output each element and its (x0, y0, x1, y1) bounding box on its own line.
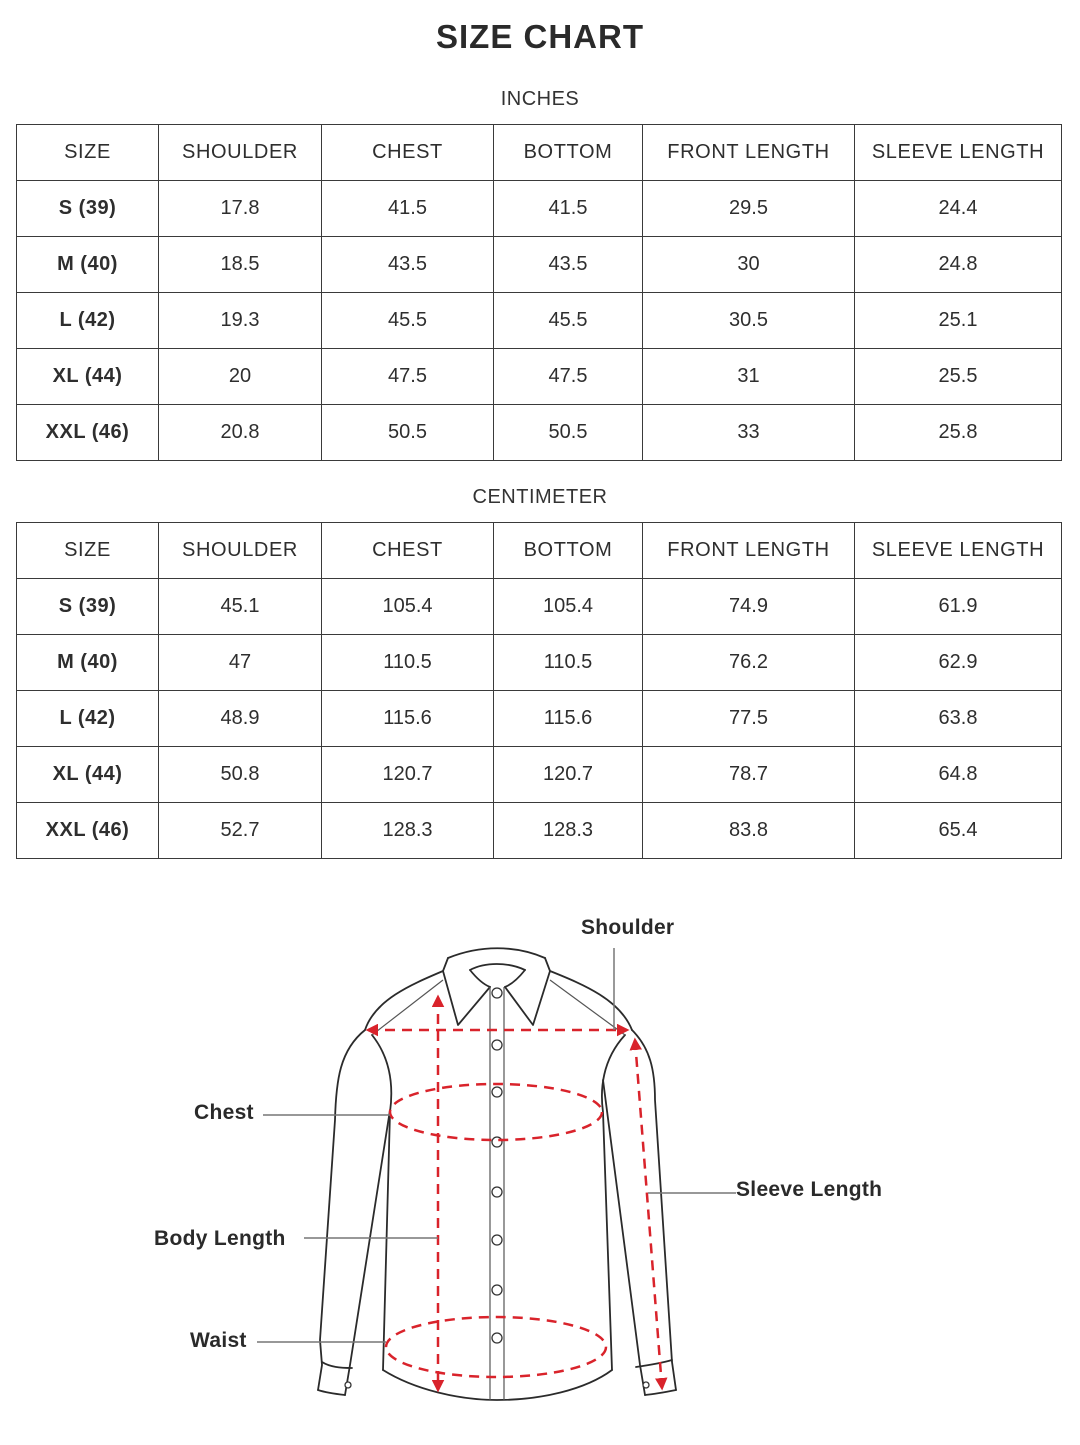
size-cell: L (42) (17, 691, 159, 747)
shoulder-cell: 45.1 (159, 579, 322, 635)
header-bottom: BOTTOM (494, 523, 643, 579)
chest-cell: 128.3 (322, 803, 494, 859)
sleeve-length-cell: 25.5 (855, 349, 1062, 405)
shoulder-cell: 48.9 (159, 691, 322, 747)
table-row (17, 803, 1062, 859)
front-length-cell: 30 (643, 237, 855, 293)
front-length-cell: 77.5 (643, 691, 855, 747)
table-row (17, 349, 1062, 405)
front-length-cell: 31 (643, 349, 855, 405)
front-length-cell: 76.2 (643, 635, 855, 691)
size-cell: S (39) (17, 181, 159, 237)
table-header-row (17, 125, 1062, 181)
front-length-cell: 29.5 (643, 181, 855, 237)
inches-size-table (16, 124, 1062, 461)
header-chest: CHEST (322, 125, 494, 181)
bottom-cell: 47.5 (494, 349, 643, 405)
shoulder-cell: 20.8 (159, 405, 322, 461)
shoulder-cell: 17.8 (159, 181, 322, 237)
shoulder-cell: 19.3 (159, 293, 322, 349)
sleeve-length-cell: 61.9 (855, 579, 1062, 635)
shoulder-label: Shoulder (581, 916, 675, 939)
table-row (17, 293, 1062, 349)
buttons (345, 988, 649, 1388)
size-cell: L (42) (17, 293, 159, 349)
header-size: SIZE (17, 125, 159, 181)
shoulder-cell: 47 (159, 635, 322, 691)
sleeve-length-cell: 64.8 (855, 747, 1062, 803)
chest-cell: 115.6 (322, 691, 494, 747)
header-sleeve-length: SLEEVE LENGTH (855, 125, 1062, 181)
size-cell: XL (44) (17, 349, 159, 405)
sleeve-length-label: Sleeve Length (736, 1178, 883, 1201)
header-front-length: FRONT LENGTH (643, 523, 855, 579)
shoulder-cell: 50.8 (159, 747, 322, 803)
front-length-cell: 30.5 (643, 293, 855, 349)
header-shoulder: SHOULDER (159, 125, 322, 181)
front-length-cell: 74.9 (643, 579, 855, 635)
waist-label: Waist (190, 1329, 247, 1352)
table-row (17, 181, 1062, 237)
chest-cell: 120.7 (322, 747, 494, 803)
body-length-label: Body Length (154, 1227, 286, 1250)
sleeve-length-cell: 25.8 (855, 405, 1062, 461)
table-row (17, 405, 1062, 461)
sleeve-length-cell: 63.8 (855, 691, 1062, 747)
chest-cell: 110.5 (322, 635, 494, 691)
table-row (17, 747, 1062, 803)
inches-unit-label: INCHES (500, 88, 580, 110)
bottom-cell: 50.5 (494, 405, 643, 461)
table-row (17, 237, 1062, 293)
header-size: SIZE (17, 523, 159, 579)
table-row (17, 691, 1062, 747)
size-cell: S (39) (17, 579, 159, 635)
size-cell: XXL (46) (17, 405, 159, 461)
sleeve-length-cell: 65.4 (855, 803, 1062, 859)
bottom-cell: 115.6 (494, 691, 643, 747)
chest-cell: 105.4 (322, 579, 494, 635)
size-cell: M (40) (17, 635, 159, 691)
bottom-cell: 41.5 (494, 181, 643, 237)
chest-cell: 45.5 (322, 293, 494, 349)
chest-label: Chest (194, 1101, 254, 1124)
chest-cell: 41.5 (322, 181, 494, 237)
chest-cell: 47.5 (322, 349, 494, 405)
header-front-length: FRONT LENGTH (643, 125, 855, 181)
sleeve-length-cell: 24.8 (855, 237, 1062, 293)
size-cell: XXL (46) (17, 803, 159, 859)
front-length-cell: 83.8 (643, 803, 855, 859)
front-length-cell: 33 (643, 405, 855, 461)
bottom-cell: 110.5 (494, 635, 643, 691)
page-title: SIZE CHART (436, 18, 644, 55)
front-length-cell: 78.7 (643, 747, 855, 803)
chest-cell: 50.5 (322, 405, 494, 461)
bottom-cell: 105.4 (494, 579, 643, 635)
size-cell: M (40) (17, 237, 159, 293)
bottom-cell: 120.7 (494, 747, 643, 803)
header-shoulder: SHOULDER (159, 523, 322, 579)
shoulder-cell: 18.5 (159, 237, 322, 293)
table-row (17, 635, 1062, 691)
table-row (17, 579, 1062, 635)
sleeve-length-cell: 25.1 (855, 293, 1062, 349)
centimeter-unit-label: CENTIMETER (472, 486, 608, 508)
table-header-row (17, 523, 1062, 579)
shoulder-cell: 52.7 (159, 803, 322, 859)
size-cell: XL (44) (17, 747, 159, 803)
chest-cell: 43.5 (322, 237, 494, 293)
shoulder-cell: 20 (159, 349, 322, 405)
header-bottom: BOTTOM (494, 125, 643, 181)
shirt-measurement-diagram (0, 880, 1080, 1440)
header-sleeve-length: SLEEVE LENGTH (855, 523, 1062, 579)
header-chest: CHEST (322, 523, 494, 579)
centimeter-size-table (16, 522, 1062, 859)
shirt-illustration-icon (0, 880, 1080, 1440)
sleeve-length-cell: 62.9 (855, 635, 1062, 691)
bottom-cell: 43.5 (494, 237, 643, 293)
bottom-cell: 128.3 (494, 803, 643, 859)
bottom-cell: 45.5 (494, 293, 643, 349)
sleeve-length-cell: 24.4 (855, 181, 1062, 237)
